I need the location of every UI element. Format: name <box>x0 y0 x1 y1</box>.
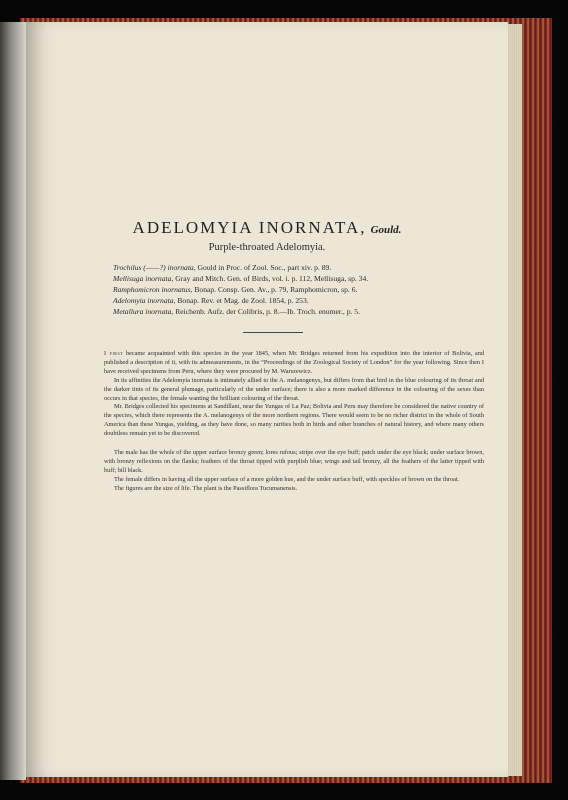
title-author: Gould. <box>370 224 402 236</box>
synonym-entry: Ramphomicron inornatus, Bonap. Consp. Gen. Av., p. 79, Ramphomicron, sp. 6. <box>113 285 358 294</box>
previous-page-edge <box>0 22 26 780</box>
species-title <box>26 218 508 238</box>
common-name: Purple-throated Adelomyia. <box>208 242 326 253</box>
paragraph-figures: The figures are the size of life. The plant is the Passiflora Tucumanensis. <box>114 484 298 492</box>
synonym-entry: Adelomyia inornata, Bonap. Rev. et Mag. de Zool. 1854, p. 253. <box>113 296 309 305</box>
synonymy-list <box>113 262 483 317</box>
paragraph-range: Mr. Bridges collected his specimens at Sandillani, near the Yungas of La Paz; Bolivia and Peru may therefore be considered the native country of the species, which there represents the A. melanogenys of the more northern regions. There would seem to be no richer district in the whole of South America than these Yungas, yielding, as they have done, so many rarities both in birds and other branches of natural history, and where many others doubtless remain yet to be discovered. <box>104 403 484 438</box>
section-divider <box>243 332 303 333</box>
paragraph-introduction: I first became acquainted with this species in the year 1845, when Mr. Bridges returned from his expedition into the interior of Bolivia, and published a description of it, with its admeasurements, in the “Proceedings of the Zoological Society of London” for the year following. Since then I have received specimens from Peru, where they were procured by M. Warszewicz. <box>104 350 484 375</box>
page-fore-edge <box>508 24 522 776</box>
synonym-entry: Mellisuga inornata, Gray and Mitch. Gen. of Birds, vol. i. p. 112, Mellisuga, sp. 34. <box>113 274 369 283</box>
paragraph-female: The female differs in having all the upper surface of a more golden hue, and the under surface buff, with speckles of brown on the throat. <box>114 475 460 483</box>
description-text <box>104 350 484 494</box>
paragraph-male: The male has the whole of the upper surface bronzy green; lores rufous; stripe over the eye buff; patch under the eye black; under surface brown, with bronzy reflexions on the flanks; feathers of the throat tipped with purplish blue; wings and tail bronzy, all the feathers of the latter tipped with buff; bill black. <box>104 449 484 474</box>
paragraph-affinities: In its affinities the Adelomyia inornata is intimately allied to the A. melanogenys, but differs from that bird in the blue colouring of its throat and the darker tints of its general plumage, particularly of the under surface; there is also a more marked difference in the colouring of the sexes than occurs in that species, the female wanting the brilliant colouring of the throat. <box>104 376 484 402</box>
synonym-entry: Trochilus (——?) inornata, Gould in Proc. of Zool. Soc., part xiv. p. 89. <box>113 263 332 272</box>
title-text: ADELOMYIA INORNATA, <box>132 218 367 237</box>
synonym-entry: Metallura inornata, Reichenb. Aufz. der Colibris, p. 8.—Ib. Troch. enumer., p. 5. <box>113 307 360 316</box>
